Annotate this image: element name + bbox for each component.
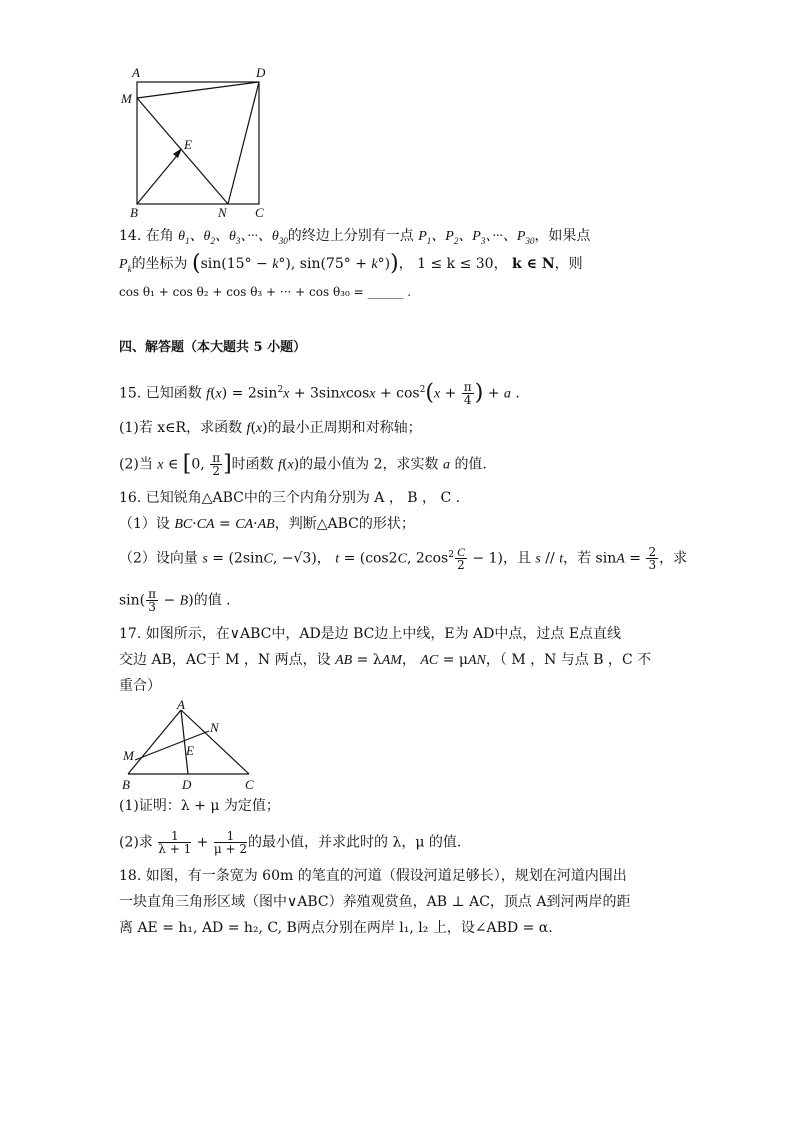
fig2-label-a: A bbox=[177, 700, 185, 712]
fig2-label-m: M bbox=[123, 748, 134, 763]
label-c: C bbox=[255, 205, 264, 220]
q17-line3: 重合） bbox=[119, 678, 161, 694]
fig2-label-n: N bbox=[210, 720, 219, 735]
label-d: D bbox=[256, 65, 266, 80]
q18-line1: 18. 如图，有一条宽为 60m 的笔直的河道（假设河道足够长），规划在河道内围出 bbox=[119, 868, 627, 884]
q17-sub2: (2)求 $\frac{1}{\lambda + 1}$ + $\frac{1}{\mu + 2}$ 的最小值，并求此时的 λ，μ 的值. bbox=[119, 829, 462, 856]
fig2-label-e: E bbox=[186, 743, 194, 758]
q17-line1: 17. 如图所示，在∨ABC中，AD是边 BC边上中线，E为 AD中点，过点 E点直线 bbox=[119, 626, 622, 642]
q16-sub1: （1）设 BC·CA = CA·AB，判断△ABC的形状； bbox=[119, 516, 415, 532]
q16-head: 16. 已知锐角△ABC中的三个内角分别为 A ， B ， C . bbox=[119, 490, 461, 506]
q17-line2: 交边 AB，AC于 M ，N 两点，设 AB = λAM， AC = μAN，（ M ，N 与点 B ，C 不 bbox=[119, 652, 652, 668]
label-n: N bbox=[218, 205, 227, 220]
q14-line3: cos θ₁ + cos θ₂ + cos θ₃ + ··· + cos θ₃₀ = ______ . bbox=[119, 285, 412, 299]
q16-sub2: （2）设向量 s = (2sinC, −√3)， t = (cos2C, $2\cos^2$ $\frac{C}{2}$ − 1)，且 s // t，若 sinA = $\frac{2}{3}$ ，求 bbox=[119, 545, 688, 573]
label-b: B bbox=[130, 205, 138, 220]
q14-line1: 14. 在角 $\theta_1$、$\theta_2$、$\theta_3$、···、$\theta_{30}$的终边上分别有一点 $P_1$、$P_2$、$P_3$、···、$P_{30}$，如果点 bbox=[119, 228, 591, 246]
q17-sub1: (1)证明：λ + μ 为定值； bbox=[119, 798, 280, 814]
square-figure bbox=[118, 64, 278, 224]
q15-head: 15. 已知函数 $f(x) = 2\sin^2x$ + 3sinxcosx + $\cos^2(x$ + $\frac{\pi}{4}$ ) + a . bbox=[119, 380, 520, 408]
q15-sub1: (1)若 x∈R，求函数 f(x)的最小正周期和对称轴； bbox=[119, 420, 422, 436]
q18-line2: 一块直角三角形区域（图中∨ABC）养殖观赏鱼，AB ⊥ AC，顶点 A到河两岸的距 bbox=[119, 894, 631, 910]
triangle-figure bbox=[118, 700, 268, 795]
section-title: 四、解答题（本大题共 5 小题） bbox=[119, 340, 307, 355]
q16-sub3: sin( $\frac{\pi}{3}$ − B)的值 . bbox=[119, 587, 231, 614]
fig2-label-c: C bbox=[245, 777, 254, 792]
fig2-label-d: D bbox=[182, 777, 192, 792]
fig2-label-b: B bbox=[122, 777, 130, 792]
q18-line3: 离 AE = h₁, AD = h₂, C, B两点分别在两岸 l₁, l₂ 上，设∠ABD = α. bbox=[119, 920, 553, 936]
q14-line2: $P_k$的坐标为 (sin(15° − k°), sin(75° + k°))， 1 ≤ k ≤ 30， k ∈ N，则 bbox=[119, 251, 583, 276]
label-m: M bbox=[121, 91, 132, 106]
label-e: E bbox=[184, 137, 192, 152]
label-a: A bbox=[132, 65, 140, 80]
q15-sub2: (2)当 x ∈ [0, $\frac{\pi}{2}$ ]时函数 f(x)的最小值为 2，求实数 a 的值. bbox=[119, 451, 487, 478]
